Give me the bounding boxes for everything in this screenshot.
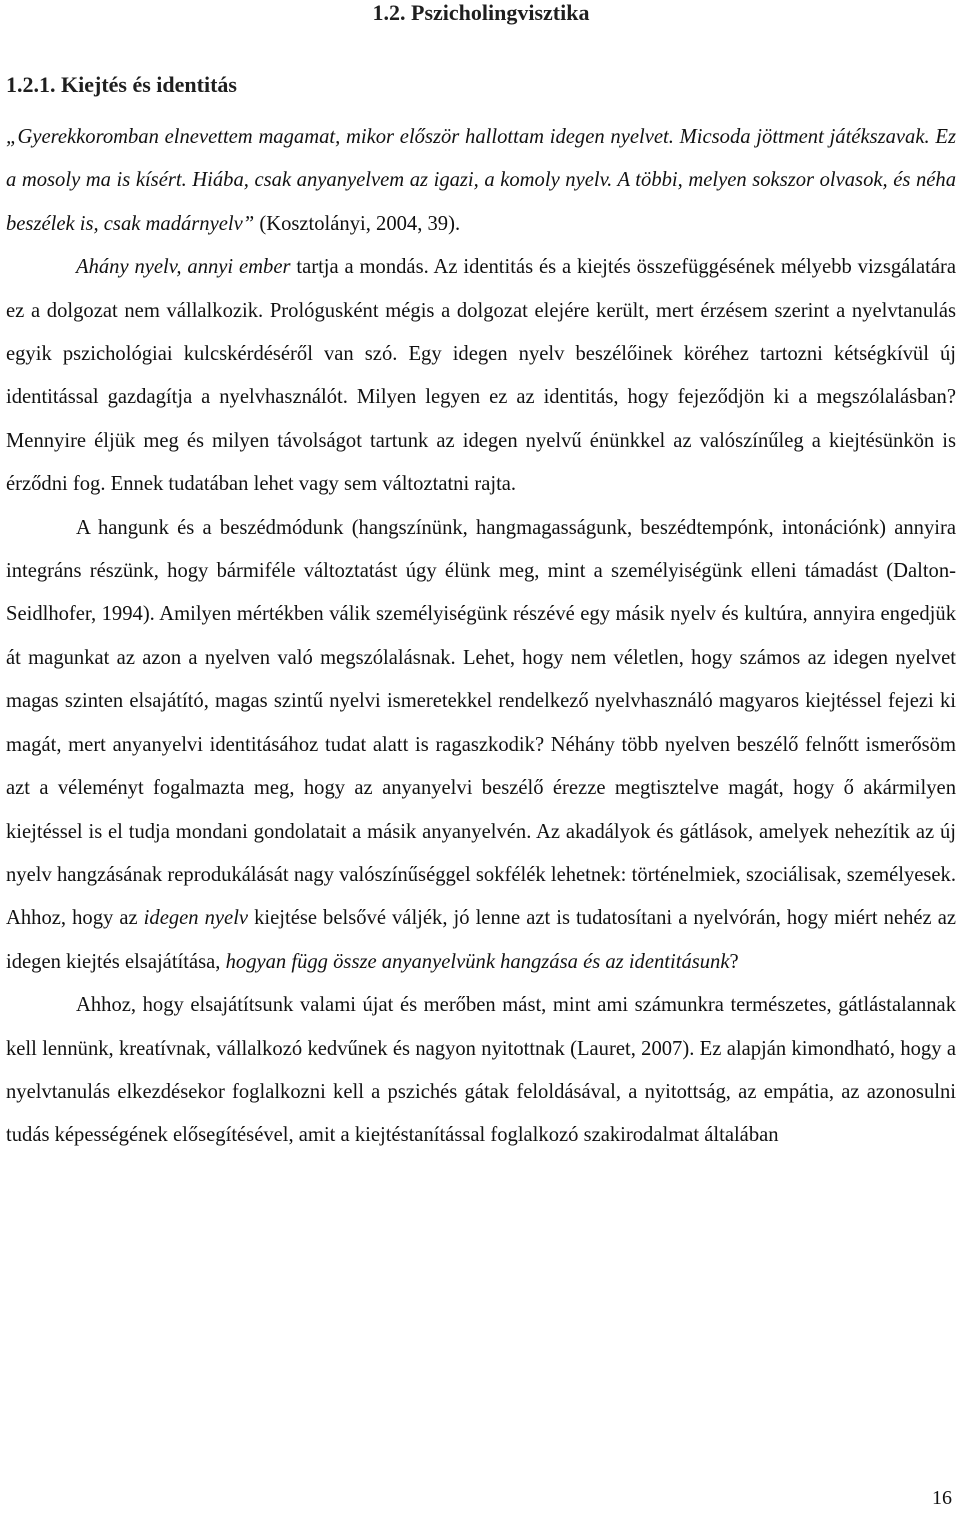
paragraph-2-italic-d: hogyan függ össze anyanyelvünk hangzása és az identitásunk [225, 950, 730, 973]
subsection-heading: 1.2.1. Kiejtés és identitás [6, 72, 237, 97]
page-content [6, 0, 956, 1158]
proverb-italic: Ahány nyelv, annyi ember [76, 256, 291, 279]
paragraph-3 [6, 984, 956, 1158]
section-heading: 1.2. Pszicholingvisztika [372, 0, 590, 25]
quote-paragraph [6, 116, 956, 246]
page-number: 16 [932, 1487, 952, 1509]
paragraph-2-text-c: kiejtése belsővé váljék, jó lenne azt is tudatosítani a nyelvórán, hogy miért nehéz az idegen kiejtés elsajátítása, [6, 907, 957, 973]
paragraph-3-text: Ahhoz, hogy elsajátítsunk valami újat és merőben mást, mint ami számunkra természetes, gátlástalannak kell lennünk, kreatívnak, vállalkozó kedvűnek és nagyon nyitottnak (Lauret, 2007). Ez alapján kimondható, hogy a nyelvtanulás elkezdésekor foglalkozni kell a pszichés gátak feloldásával, a nyitottság, az empátia, az azonosulni tudás képességének elősegítésével, amit a kiejtéstanítással foglalkozó szakirodalmat általában [6, 994, 956, 1147]
body-text [6, 116, 956, 1158]
paragraph-2 [6, 507, 956, 984]
paragraph-2-text-a: A hangunk és a beszédmódunk (hangszínünk, hangmagasságunk, beszédtempónk, intonációnk) annyira integráns részünk, hogy bármiféle változtatást úgy élünk meg, mint a személyiségünk elleni támadást (Dalton-Seidlhofer, 1994). Amilyen mértékben válik személyiségünk részévé egy másik nyelv és kultúra, annyira engedjük át magunkat az azon a nyelven való megszólalásnak. Lehet, hogy nem véletlen, hogy számos az idegen nyelvet magas szinten elsajátító, magas szintű nyelvi ismeretekkel rendelkező nyelvhasználó magyaros kiejtéssel fejezi ki magát, mert anyanyelvi identitásához tudat alatt is ragaszkodik? Néhány több nyelven beszélő felnőtt ismerősöm azt a véleményt fogalmazta meg, hogy az anyanyelvi beszélő érezze megtisztelve magát, hogy ő akármilyen kiejtéssel is el tudja mondani gondolatait a másik anyanyelvén. Az akadályok és gátlások, amelyek nehezítik az új nyelv hangzásának reprodukálását nagy valószínűséggel sokfélék lehetnek: történelmiek, szociálisak, személyesek. Ahhoz, hogy az [6, 516, 956, 930]
paragraph-2-text-e: ? [729, 950, 739, 973]
quote-text: „Gyerekkoromban elnevettem magamat, mikor először hallottam idegen nyelvet. Micsoda jöttment játékszavak. Ez a mosoly ma is kísért. Hiába, csak anyanyelvem az igazi, a komoly nyelv. A többi, melyen sokszor olvasok, és néha beszélek is, csak madárnyelv” [6, 126, 956, 235]
paragraph-1 [6, 246, 956, 506]
quote-citation: (Kosztolányi, 2004, 39). [254, 212, 461, 235]
paragraph-2-italic-b: idegen nyelv [143, 907, 249, 930]
paragraph-1-text: tartja a mondás. Az identitás és a kiejtés összefüggésének mélyebb vizsgálatára ez a dolgozat nem vállalkozik. Prológusként mégis a dolgozat elejére került, mert érzésem szerint a nyelvtanulás egyik pszichológiai kulcskérdéséről van szó. Egy idegen nyelv beszélőinek köréhez tartozni kétségkívül új identitással gazdagítja a nyelvhasználót. Milyen legyen ez az identitás, hogy fejeződjön ki a megszólalásban? Mennyire éljük meg és milyen távolságot tartunk az idegen nyelvű énünkkel az valószínűleg a kiejtésünkön is érződni fog. Ennek tudatában lehet vagy sem változtatni rajta. [6, 256, 956, 496]
